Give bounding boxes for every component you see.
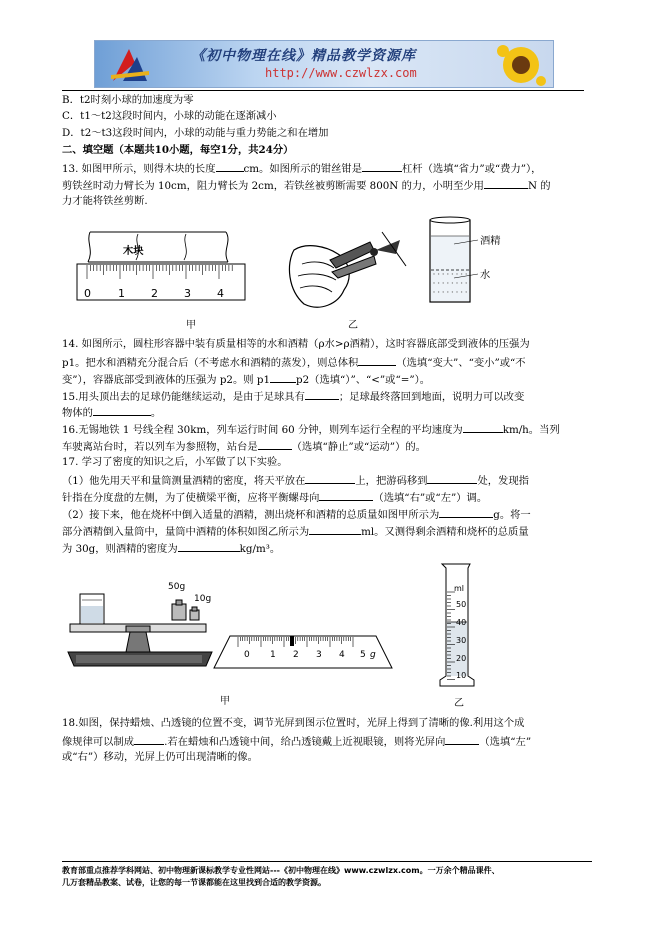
ruler-tick-2: 2 — [151, 287, 158, 300]
container-figure — [424, 214, 534, 308]
water-dot — [447, 282, 448, 283]
water-dot — [443, 291, 444, 292]
section-heading: 二、填空题（本题共10小题，每空1分，共24分） — [62, 144, 294, 156]
q17-2-line2: 部分酒精倒入量筒中，量筒中酒精的体积如图乙所示为 ml。又测得剩余酒精和烧杯的总质量 — [62, 526, 529, 538]
caption-jia-13: 甲 — [186, 320, 196, 331]
q16-line2: 车驶离站台时，若以列车为参照物，站台是 （选填“静止”或“运动”）的。 — [62, 441, 426, 453]
site-logo-icon — [109, 45, 153, 85]
option-b: B．t2时刻小球的加速度为零 — [62, 94, 194, 106]
water-dot — [461, 282, 462, 283]
q18-line3: 或“右”）移动，光屏上仍可出现清晰的像。 — [62, 751, 258, 763]
footer-line1: 教育部重点推荐学科网站、初中物理新课标教学专业性网站---《初中物理在线》www.czwlzx.com。一万余个精品课件、 — [62, 866, 500, 875]
weight-50g-label: 50g — [168, 582, 186, 592]
rider-scale-figure — [212, 634, 394, 670]
ruler-tick-0: 0 — [84, 287, 91, 300]
header-rule — [62, 90, 584, 91]
q17-line1: 17. 学习了密度的知识之后，小军做了以下实验。 — [62, 456, 288, 468]
caption-yi-17: 乙 — [454, 698, 464, 709]
water-dot — [438, 282, 439, 283]
water-dot — [438, 273, 439, 274]
q13-line2: 剪铁丝时动力臂长为 10cm，阻力臂长为 2cm，若铁丝被剪断需要 800N 的力，小明至少用 N 的 — [62, 180, 551, 192]
water-dot — [461, 291, 462, 292]
q17-1-line2: 针指在分度盘的左侧，为了使横梁平衡，应将平衡螺母向 （选填“右”或“左”）调。 — [62, 492, 488, 504]
ruler-tick-1: 1 — [118, 287, 125, 300]
pliers-figure — [282, 220, 412, 312]
ruler-tick-3: 3 — [184, 287, 191, 300]
water-dot — [466, 291, 467, 292]
water-dot — [443, 273, 444, 274]
cyl-tick-50: 50 — [456, 600, 467, 609]
q17-1-line1: （1）他先用天平和量筒测量酒精的密度，将天平放在 上，把游码移到 处，发现指 — [62, 475, 529, 487]
label-water: 水 — [480, 269, 491, 281]
scale-tick-4: 4 — [339, 650, 345, 660]
q13-line3: 力才能将铁丝剪断. — [62, 195, 148, 207]
cylinder-unit: ml — [454, 584, 465, 593]
banner-title: 《初中物理在线》精品教学资源库 — [191, 48, 416, 64]
cyl-tick-40: 40 — [456, 618, 467, 627]
water-dot — [433, 291, 434, 292]
q14-line2: p1。把水和酒精充分混合后（不考虑水和酒精的蒸发），则总体积 （选填“变大”、“变小”或“不 — [62, 357, 526, 369]
option-d: D．t2～t3这段时间内，小球的动能与重力势能之和在增加 — [62, 127, 329, 139]
q16-line1: 16.无锡地铁 1 号线全程 30km，列车运行时间 60 分钟，则列车运行全程的平均速度为 km/h。当列 — [62, 424, 560, 436]
water-dot — [443, 282, 444, 283]
water-dot — [452, 282, 453, 283]
balance-figure — [66, 576, 216, 672]
scale-tick-0: 0 — [244, 650, 250, 660]
water-dot — [466, 282, 467, 283]
cyl-tick-30: 30 — [456, 636, 467, 645]
footer-line2: 几万套精品教案、试卷，让您的每一节课都能在这里找到合适的教学资源。 — [62, 878, 326, 887]
ruler-tick-4: 4 — [217, 287, 224, 300]
q15-line2: 物体的 。 — [62, 407, 162, 419]
q17-2-line1: （2）接下来，他在烧杯中倒入适量的酒精，测出烧杯和酒精的总质量如图甲所示为 g。将一 — [62, 509, 531, 521]
q15-line1: 15.用头顶出去的足球仍能继续运动，是由于足球具有 ；足球最终落回到地面，说明力可以改变 — [62, 391, 525, 403]
q17-2-line3: 为 30g，则酒精的密度为 kg/m³。 — [62, 543, 281, 555]
scale-tick-3: 3 — [316, 650, 322, 660]
water-dot — [452, 291, 453, 292]
cyl-tick-20: 20 — [456, 654, 467, 663]
q14-line3: 变”），容器底部受到液体的压强为 p2。则 p1 p2（选填“）”、“<”或“=”）。 — [62, 374, 431, 386]
q14-line1: 14. 如图所示，圆柱形容器中装有质量相等的水和酒精（ρ水>ρ酒精），这时容器底部受到液体的压强为 — [62, 338, 530, 350]
scale-unit: g — [370, 650, 376, 660]
water-dot — [447, 273, 448, 274]
water-dot — [433, 273, 434, 274]
water-dot — [461, 273, 462, 274]
block-label: 木块 — [123, 245, 144, 257]
scale-tick-2: 2 — [293, 650, 299, 660]
water-dot — [456, 282, 457, 283]
banner-url[interactable]: http://www.czwlzx.com — [265, 66, 417, 80]
caption-yi-13: 乙 — [348, 320, 358, 331]
q13-line1: 13. 如图甲所示，则得木块的长度 cm。如图所示的钳丝钳是 杠杆（选填“省力”或“费力”）， — [62, 163, 542, 175]
footer — [62, 865, 592, 889]
sunflower-icon — [495, 43, 547, 87]
water-dot — [433, 282, 434, 283]
scale-tick-5: 5 — [360, 650, 366, 660]
water-dot — [438, 291, 439, 292]
water-dot — [466, 273, 467, 274]
q18-line2: 像规律可以制成 .若在蜡烛和凸透镜中间，给凸透镜戴上近视眼镜，则将光屏向 （选填“左” — [62, 736, 532, 748]
water-dot — [456, 273, 457, 274]
option-c: C．t1～t2这段时间内，小球的动能在逐渐减小 — [62, 110, 277, 122]
cyl-tick-10: 10 — [456, 671, 467, 680]
label-alcohol: 酒精 — [480, 235, 501, 247]
caption-jia-17: 甲 — [220, 696, 230, 707]
water-dot — [447, 291, 448, 292]
water-dot — [456, 291, 457, 292]
weight-10g-label: 10g — [194, 594, 212, 604]
q18-line1: 18.如图，保持蜡烛、凸透镜的位置不变，调节光屏到图示位置时，光屏上得到了清晰的像.利用这个成 — [62, 717, 525, 729]
header-banner — [94, 40, 554, 88]
water-dot — [452, 273, 453, 274]
scale-tick-1: 1 — [270, 650, 276, 660]
footer-rule — [62, 861, 592, 862]
